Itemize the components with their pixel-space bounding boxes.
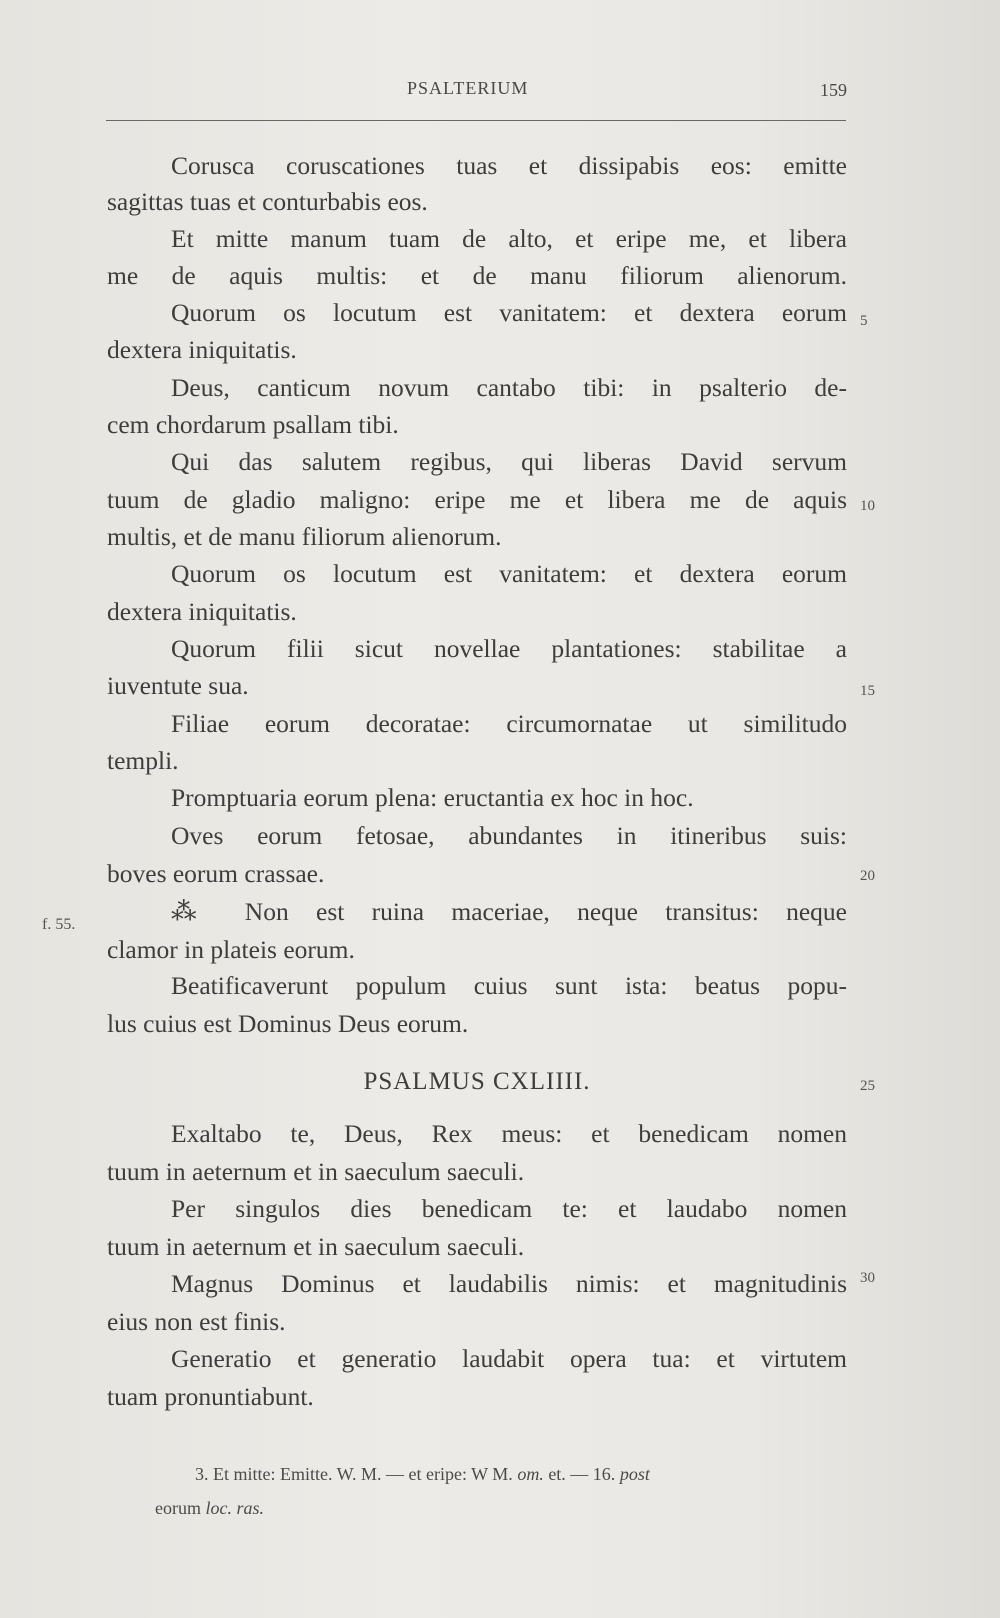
text-line: Per singulos dies benedicam te: et laudabo nomen <box>171 1194 847 1223</box>
line-number: 5 <box>860 313 868 329</box>
text-line: Generatio et generatio laudabit opera tua: et virtutem <box>171 1344 847 1373</box>
text-line: templi. <box>107 746 179 775</box>
text-line: Magnus Dominus et laudabilis nimis: et magnitudinis <box>171 1269 847 1298</box>
text-line: eius non est finis. <box>107 1307 286 1336</box>
text-line: ⁂ Non est ruina maceriae, neque transitus: neque <box>171 897 847 926</box>
text-line: Quorum os locutum est vanitatem: et dextera eorum <box>171 298 847 327</box>
text-line: Quorum os locutum est vanitatem: et dextera eorum <box>171 559 847 588</box>
text-line: Filiae eorum decoratae: circumornatae ut similitudo <box>171 709 847 738</box>
footnote-italic: om. <box>517 1464 544 1484</box>
line-number: 15 <box>860 683 875 699</box>
running-title: PSALTERIUM <box>407 78 529 98</box>
footnote-italic: post <box>619 1464 650 1484</box>
footnote-line <box>195 1460 845 1488</box>
footnote-text: et. — 16. <box>543 1464 620 1484</box>
text-line: Deus, canticum novum cantabo tibi: in psalterio de- <box>171 373 847 402</box>
footnote-text: 3. Et mitte: Emitte. W. M. — et eripe: W M. <box>195 1464 518 1484</box>
text-line: dextera iniquitatis. <box>107 597 297 626</box>
text-line: cem chordarum psallam tibi. <box>107 410 399 439</box>
footnote-line <box>155 1494 805 1522</box>
line-number: 25 <box>860 1078 875 1094</box>
text-line: tuum de gladio maligno: eripe me et libera me de aquis <box>107 485 847 514</box>
text-line: Qui das salutem regibus, qui liberas David servum <box>171 447 847 476</box>
page-number: 159 <box>820 80 847 100</box>
text-line: clamor in plateis eorum. <box>107 935 355 964</box>
header-rule <box>106 120 846 121</box>
text-line: lus cuius est Dominus Deus eorum. <box>107 1009 469 1038</box>
text-line: Oves eorum fetosae, abundantes in itineribus suis: <box>171 821 847 850</box>
text-line: sagittas tuas et conturbabis eos. <box>107 187 428 216</box>
folio-marker: f. 55. <box>42 916 76 933</box>
text-line: iuventute sua. <box>107 671 249 700</box>
footnote-italic: loc. ras. <box>205 1498 264 1518</box>
text-line: Corusca coruscationes tuas et dissipabis eos: emitte <box>171 151 847 180</box>
page-header <box>107 78 847 108</box>
text-line: Exaltabo te, Deus, Rex meus: et benedicam nomen <box>171 1119 847 1148</box>
psalm-title: PSALMUS CXLIIII. <box>363 1068 591 1095</box>
text-line: multis, et de manu filiorum alienorum. <box>107 522 502 551</box>
line-number: 10 <box>860 498 875 514</box>
text-line: Promptuaria eorum plena: eructantia ex hoc in hoc. <box>171 783 694 812</box>
text-line: Quorum filii sicut novellae plantationes: stabilitae a <box>171 634 847 663</box>
text-line: tuum in aeternum et in saeculum saeculi. <box>107 1232 525 1261</box>
text-line: boves eorum crassae. <box>107 859 325 888</box>
text-line: Beatificaverunt populum cuius sunt ista: beatus popu- <box>171 971 847 1000</box>
text-line: tuam pronuntiabunt. <box>107 1382 314 1411</box>
text-line: tuum in aeternum et in saeculum saeculi. <box>107 1157 525 1186</box>
text-line: me de aquis multis: et de manu filiorum alienorum. <box>107 261 847 290</box>
line-number: 30 <box>860 1270 875 1286</box>
line-number: 20 <box>860 868 875 884</box>
footnote-text: eorum <box>155 1498 206 1518</box>
text-line: Et mitte manum tuam de alto, et eripe me, et libera <box>171 224 847 253</box>
text-line: dextera iniquitatis. <box>107 335 297 364</box>
